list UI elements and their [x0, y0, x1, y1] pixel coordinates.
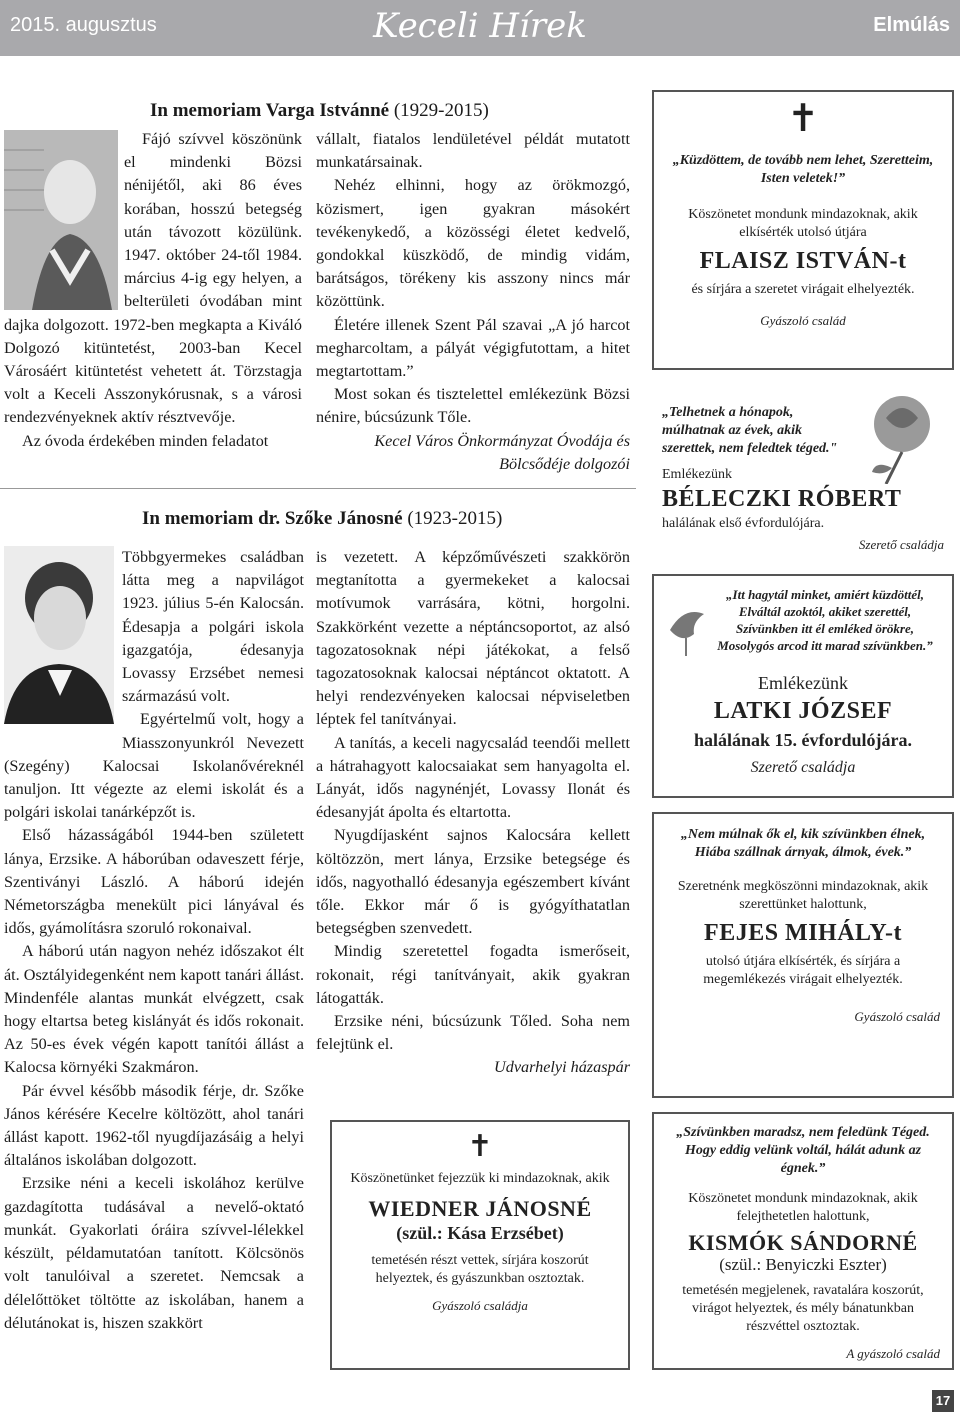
- card-text: Emlékezünk: [662, 467, 732, 482]
- article2-paragraph: Pár évvel később második férje, dr. Szőke János kérésére Kecelre költözött, ahol tanári állást kapott. 1962-től nyugdíjazásáig a helyi általános iskolában dolgozott.: [4, 1081, 304, 1170]
- article2-title-prefix: In memoriam dr.: [142, 508, 281, 529]
- card-family: Gyászoló családja: [432, 1298, 528, 1313]
- article2-paragraph: Mindig szeretettel fogadta ismerőseit, rokonait, régi tanítványait, akik gyakran látogatták.: [316, 942, 630, 1007]
- page-number: 17: [932, 1390, 954, 1412]
- card-text: halálának első évfordulójára.: [662, 516, 825, 531]
- section-title: Elmúlás: [873, 14, 950, 36]
- article2-title-name: Szőke Jánosné: [284, 508, 403, 529]
- card-family: Szerető családja: [858, 537, 944, 552]
- card-family: Gyászoló család: [854, 1009, 940, 1024]
- article1-paragraph: vállalt, fiatalos lendületével példát mutatott munkatársainak.: [316, 130, 630, 172]
- memorial-card-flaisz: [652, 90, 954, 370]
- card-text: Köszönetünket fejezzük ki mindazoknak, akik: [350, 1171, 610, 1186]
- card-family: A gyászoló család: [846, 1346, 940, 1361]
- card-quote: „Nem múlnak ők el, kik szívünkben élnek, Hiába szállnak árnyak, álmok, évek.”: [680, 827, 926, 860]
- photo-float-spacer: [4, 128, 124, 310]
- card-text: és sírjára a szeretet virágait elhelyezték.: [691, 282, 915, 297]
- article2-title-years: (1923-2015): [407, 508, 503, 529]
- article1-left-column: [4, 128, 302, 453]
- article1-paragraph: Nehéz elhinni, hogy az örökmozgó, közismert, igen gyakran másokért tevékenykedő, a közösségi életet kedvelő, gondokkal küszködő, de mindig vidám, barátságos, törékeny kis asszony nincs már közöttünk.: [316, 176, 630, 311]
- card-quote: „Itt hagytál minket, amiért küzdöttél, Elváltál azoktól, akiket szerettél, Szívünkben itt él emléked örökre, Mosolygós arcod itt marad szívünkben.”: [717, 587, 933, 653]
- memorial-card-beleczki: [652, 384, 954, 560]
- memorial-card-fejes: [652, 812, 954, 1098]
- article2-paragraph: Első házasságából 1944-ben született lánya, Erzsike. A háborúban odaveszett férje, Szentiványi László. A háború idején Németországba menekült pici lányával és idős, gyámolításra szoruló rokonaival.: [4, 826, 304, 938]
- article2-title: [142, 508, 502, 530]
- masthead-logo: Keceli Hírek: [373, 6, 587, 46]
- article1-right-column: [316, 128, 630, 476]
- card-text: halálának 15. évfordulójára.: [693, 730, 912, 750]
- card-family: Gyászoló család: [760, 313, 846, 328]
- card-subname: (szül.: Kása Erzsébet): [396, 1223, 564, 1243]
- article2-paragraph: is vezetett. A képzőművészeti szakkörön megtanította a gyermekeket a kalocsai motívumok varrására, kötni, horgolni. Szakkörként vezette a néptáncsoportot, az alsó tagozatosoknak népi játékokat, a felső tagozatosoknak kalocsai néptáncot oktatott. A helyi rendezvényeken kalocsai népviseletben léptek fel tanítványai.: [316, 548, 630, 729]
- article1-title-years: (1929-2015): [393, 100, 489, 121]
- article1-paragraph: Életére illenek Szent Pál szavai „A jó harcot megharcoltam, a pályát végigfutottam, a hitet megtartottam.”: [316, 315, 630, 381]
- article-divider: [0, 488, 636, 489]
- card-quote: „Szívünkben maradsz, nem feledünk Téged. Hogy eddig velünk voltál, hálát adunk az égnek.”: [676, 1125, 930, 1176]
- rose-icon: [846, 388, 946, 484]
- card-text: temetésén részt vettek, sírjára koszorút helyeztek, és gyászunkban osztoztak.: [371, 1253, 589, 1286]
- card-name: LATKI JÓZSEF: [713, 698, 893, 724]
- cross-icon: ✝: [787, 98, 819, 140]
- article1-signature: Kecel Város Önkormányzat Óvodája és Bölcsődéje dolgozói: [374, 431, 630, 473]
- memorial-card-kismok: [652, 1112, 954, 1370]
- article2-left-column: [4, 546, 304, 1335]
- article1-paragraph: Az óvoda érdekében minden feladatot: [22, 431, 269, 450]
- article2-paragraph: A tanítás, a keceli nagycsalád teendői mellett a hátrahagyott kalocsaiakat sem hanyagolta el. Lányát, idős nagynénjét, Lovassy Ilonát és édesanyját ápolta és eltartotta.: [316, 733, 630, 822]
- article2-signature: Udvarhelyi házaspár: [494, 1058, 630, 1077]
- card-text: Emlékezünk: [758, 673, 848, 693]
- article2-paragraph: A háború után nagyon nehéz időszakot élt át. Osztályidegenként nem kapott tanári állást. Mindenféle alantas munkát elvégzett, csak hogy eltartsa beteg kislányát és idős rokonait. Az 50-es évek végén kapott tanítói állást a Kalocsa környéki Szakmáron.: [4, 942, 304, 1077]
- issue-date: 2015. augusztus: [10, 14, 157, 36]
- photo-float-spacer: [4, 546, 122, 732]
- card-name: WIEDNER JÁNOSNÉ: [368, 1196, 592, 1221]
- article2-right-column: [316, 546, 630, 1080]
- article2-paragraph: Nyugdíjasként sajnos Kalocsára kellett költözzön, mert lánya, Erzsike betegsége és idős, nagyothalló édesanyja egészembert kívánt tőle. Ekkor már ő is gyógyíthatatlan betegségben szenvedett.: [316, 826, 630, 938]
- article2-paragraph: Erzsike néni, búcsúzunk Tőled. Soha nem felejtünk el.: [316, 1012, 630, 1054]
- dove-icon: [664, 600, 708, 656]
- article2-paragraph: Többgyermekes családban látta meg a napvilágot 1923. július 5-én Kalocsán. Édesapja a polgári iskola igazgatója, édesanyja Lovassy Erzsébet nemesi származású volt.: [122, 548, 304, 706]
- card-text: utolsó útjára elkísérték, és sírjára a megemlékezés virágait elhelyezték.: [703, 954, 903, 987]
- card-subname: (szül.: Benyiczki Eszter): [719, 1255, 887, 1274]
- card-name: FEJES MIHÁLY-t: [704, 920, 902, 946]
- card-quote: „Telhetnek a hónapok, múlhatnak az évek, akik szerettek, nem feledtek téged.": [662, 405, 838, 456]
- card-quote: „Küzdöttem, de tovább nem lehet, Szeretteim, Isten veletek!”: [672, 153, 934, 186]
- memorial-card-wiedner: [330, 1120, 630, 1370]
- article1-title: [150, 100, 489, 122]
- card-name: BÉLECZKI RÓBERT: [662, 486, 902, 512]
- card-text: Szeretnénk megköszönni mindazoknak, akik szerettünket halottunk,: [677, 879, 929, 912]
- card-text: Köszönetet mondunk mindazoknak, akik felejthetetlen halottunk,: [688, 1191, 918, 1224]
- page-header: [0, 0, 960, 56]
- article1-title-name: In memoriam Varga Istvánné: [150, 100, 390, 121]
- card-text: temetésén megjelenek, ravatalára koszorút, virágot helyeztek, és mély bánatunkban részvéttel osztoztak.: [682, 1283, 924, 1334]
- card-name: FLAISZ ISTVÁN-t: [699, 248, 907, 274]
- memorial-card-latki: [652, 574, 954, 798]
- article2-paragraph: Egyértelmű volt, hogy a Miasszonyunkról Nevezett (Szegény) Kalocsai Iskolanővéreknél tanuljon. Itt végezte az elemi iskolát és a polgári iskolai tanárképzőt is.: [4, 710, 304, 822]
- card-family: Szerető családja: [750, 759, 856, 776]
- article2-paragraph: Erzsike néni a keceli iskolához kerülve gazdagította tudásával a nevelő-oktató munkát. Gyakorlati óráira szívvel-lélekkel készült, példamutatóan tanított. Kölcsönös volt tanulóival a szeretet. Nemcsak a délelőttöket töltötte az iskolában, hanem a délutánokat is, hiszen szakkört: [4, 1174, 304, 1332]
- cross-icon: ✝: [467, 1130, 493, 1163]
- article1-paragraph: Most sokan és tisztelettel emlékezünk Bözsi nénire, búcsúzunk Tőle.: [316, 385, 630, 427]
- card-text: Köszönetet mondunk mindazoknak, akik elkísérték utolsó útjára: [688, 207, 918, 240]
- article1-paragraph: Fájó szívvel köszönünk el mindenki Bözsi nénijétől, aki 86 éves korában, hosszú betegség után távozott közülünk. 1947. október 24-től 1984. március 4-ig egy helyen, a belterületi óvodában mint dajka dolgozott. 1972-ben megkapta a Kiváló Dolgozó kitüntetést, 2003-ban Kecel Városáért kitüntetést vehetett át. Törzstagja volt a Keceli Asszonykórusnak, s a városi rendezvényeknek aktív résztvevője.: [4, 130, 302, 427]
- card-name: KISMÓK SÁNDORNÉ: [688, 1230, 918, 1255]
